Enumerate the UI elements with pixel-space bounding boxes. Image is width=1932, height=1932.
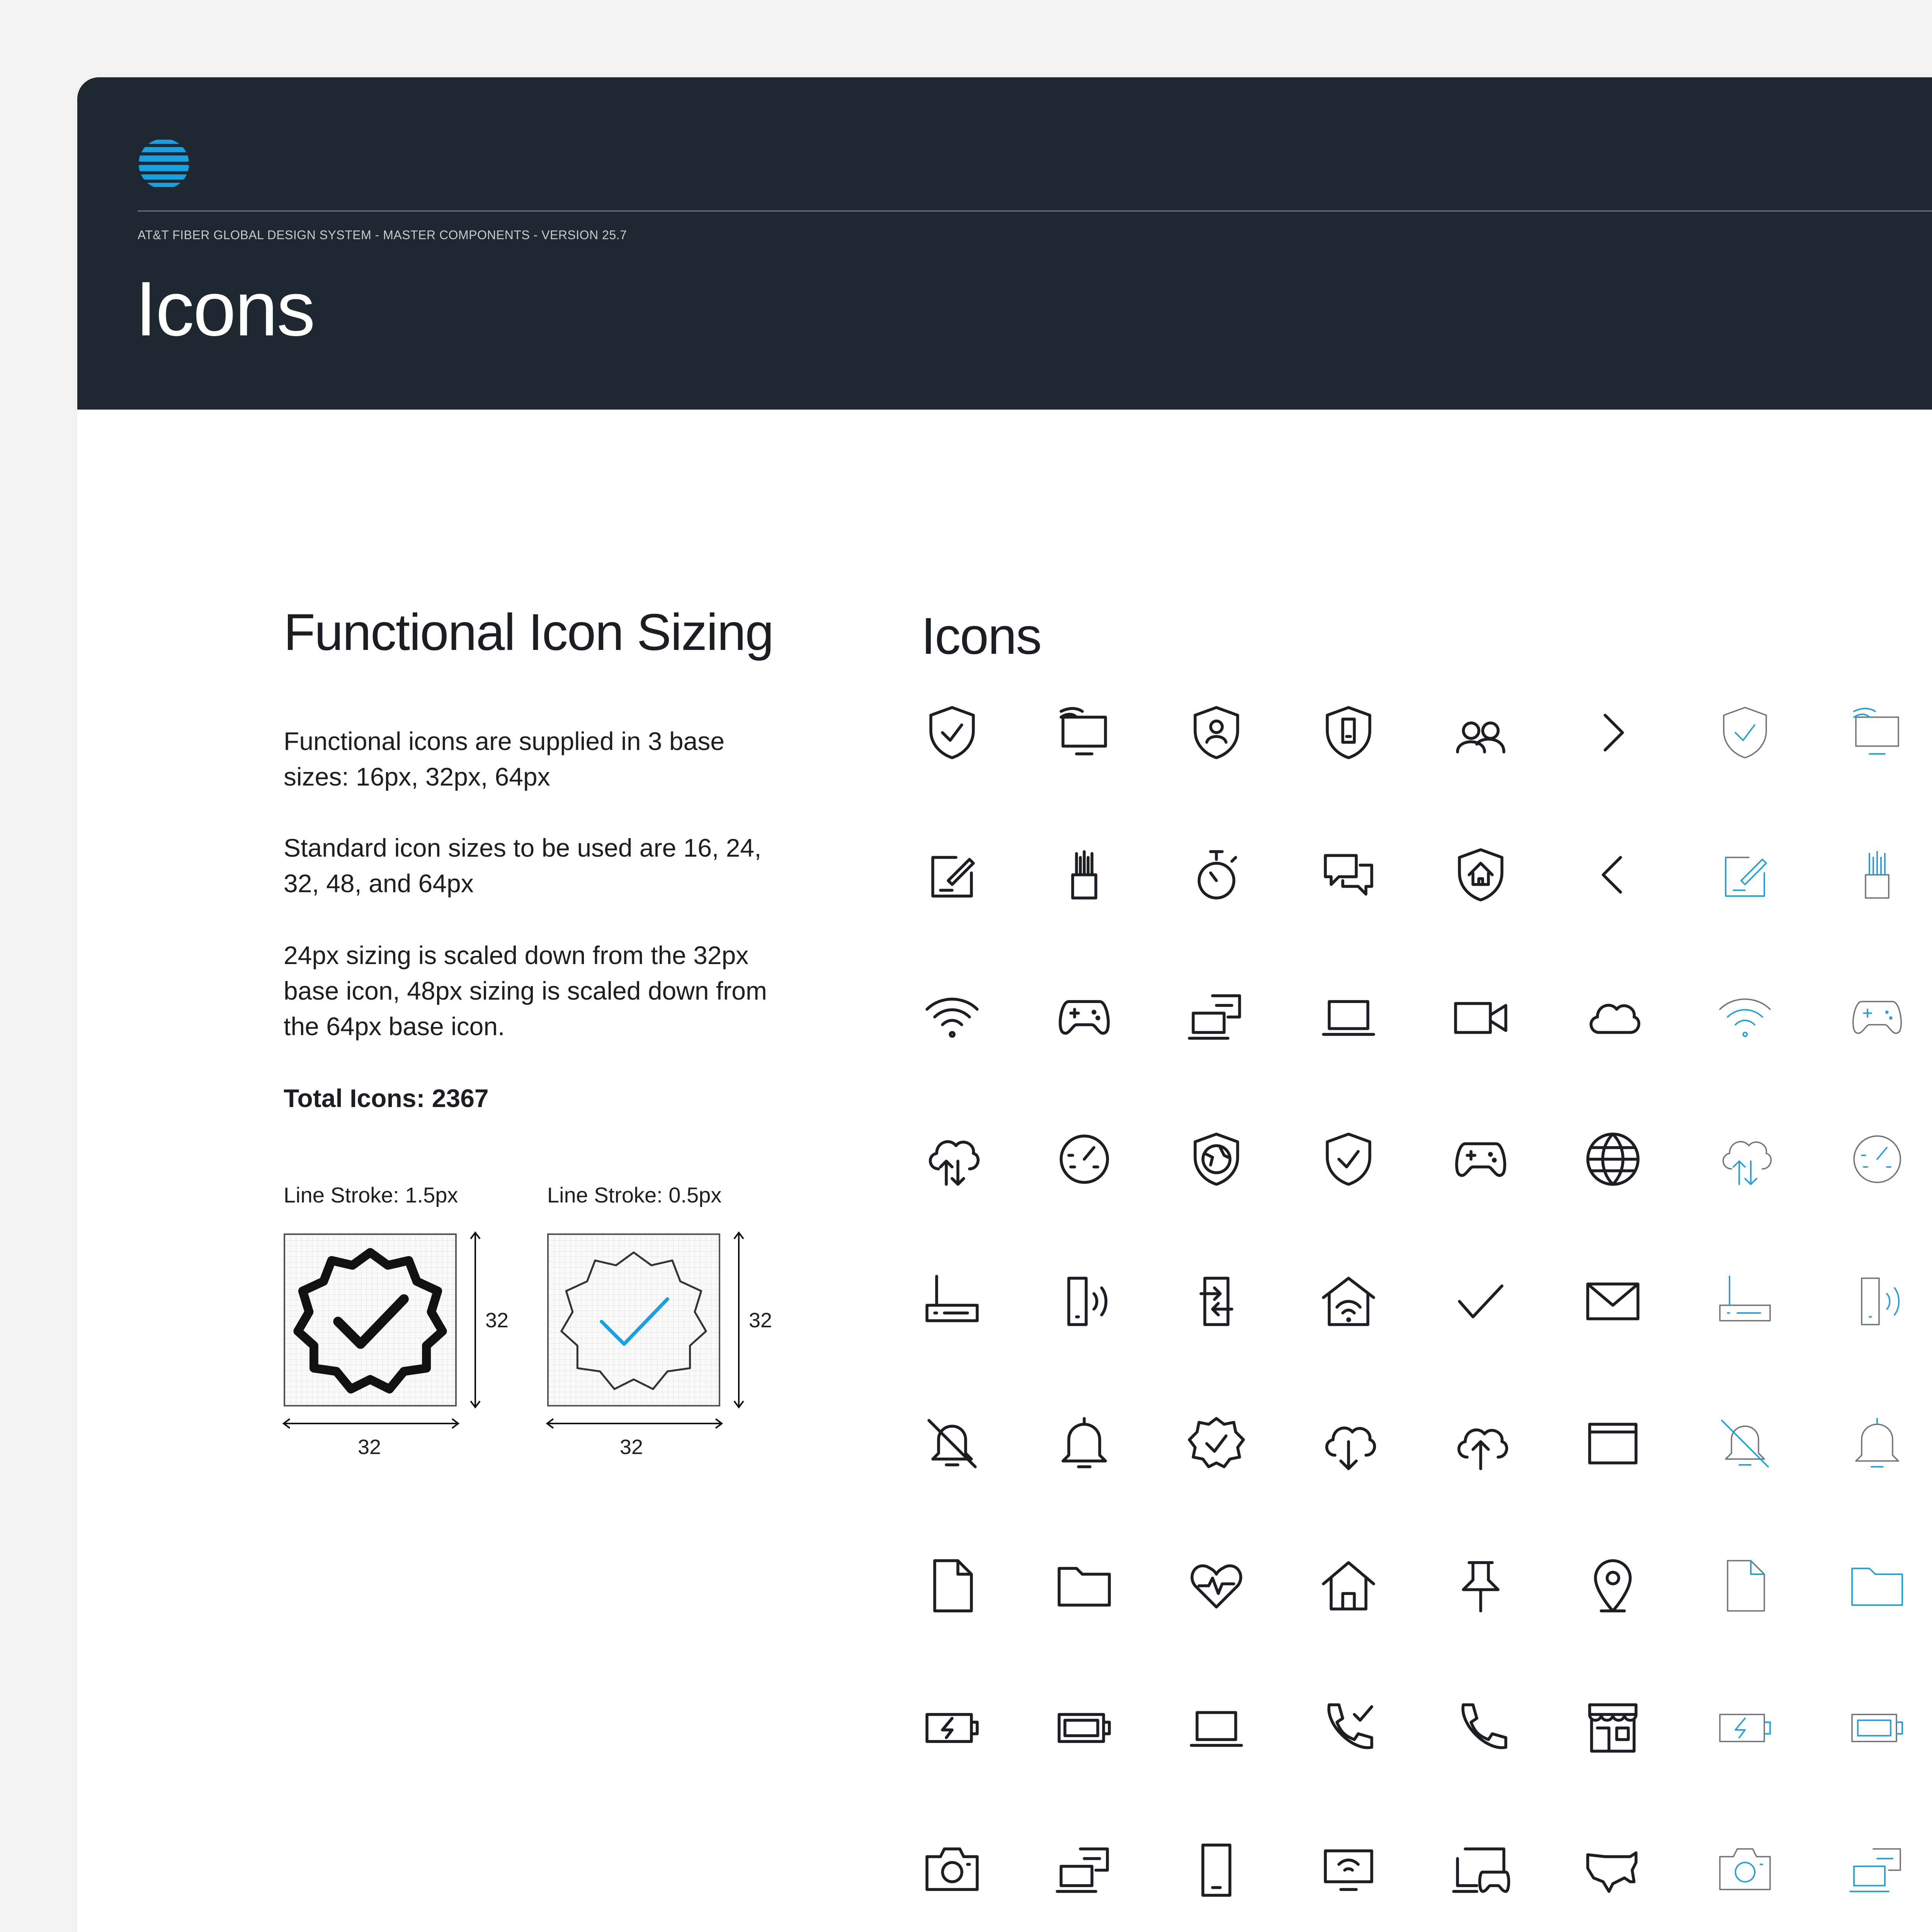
dim-arrow-horizontal [545, 1416, 724, 1431]
home-icon [1310, 1547, 1387, 1624]
stroke-label-thick: Line Stroke: 1.5px [284, 1183, 458, 1207]
chevron-left-icon [1574, 836, 1651, 913]
document-icon [1706, 1547, 1784, 1624]
dim-arrow-vertical [468, 1230, 483, 1410]
icons-heading: Icons [921, 607, 1041, 665]
stroke-label-thin: Line Stroke: 0.5px [547, 1183, 722, 1207]
laptop-icon [1310, 978, 1387, 1056]
laptop-icon [1178, 1689, 1255, 1767]
pin-icon [1442, 1547, 1519, 1624]
gamepad-icon [1046, 978, 1123, 1056]
sample-thick-badge [284, 1233, 457, 1406]
dim-label: 32 [358, 1435, 381, 1459]
main-card [77, 77, 1932, 1932]
total-icons: Total Icons: 2367 [284, 1084, 489, 1112]
home-wifi-icon [1310, 1263, 1387, 1340]
tv-signal-icon [1046, 694, 1123, 771]
devices-icon [1838, 1832, 1916, 1909]
bell-off-icon [913, 1405, 991, 1482]
phone-sound-icon [1838, 1263, 1916, 1340]
cloud-transfer-icon [913, 1121, 991, 1198]
bell-icon [1046, 1405, 1123, 1482]
battery-icon [1046, 1689, 1123, 1767]
bell-icon [1838, 1405, 1916, 1482]
sizing-paragraph-2: Standard icon sizes to be used are 16, 24, 32, 48, and 64px [284, 833, 762, 898]
att-globe-logo [138, 138, 190, 190]
dim-arrow-horizontal [281, 1416, 461, 1431]
note-edit-icon [913, 836, 991, 913]
phone-icon [1442, 1689, 1519, 1767]
window-icon [1574, 1405, 1651, 1482]
wifi-icon [913, 978, 991, 1056]
battery-charging-icon [1706, 1689, 1784, 1767]
shield-check-icon [1310, 1121, 1387, 1198]
devices-icon [1178, 978, 1255, 1056]
battery-icon [1838, 1689, 1916, 1767]
page-title: Icons [135, 266, 315, 352]
shield-check-icon [913, 694, 991, 771]
shield-check-icon [1706, 694, 1784, 771]
router-icon [1706, 1263, 1784, 1340]
bell-off-icon [1706, 1405, 1784, 1482]
folder-icon [1838, 1547, 1916, 1624]
phone-sound-icon [1046, 1263, 1123, 1340]
sizing-paragraph-3: 24px sizing is scaled down from the 32px base icon, 48px sizing is scaled down from the 64px base icon. [284, 941, 767, 1041]
store-icon [1574, 1689, 1651, 1767]
phone-check-icon [1310, 1689, 1387, 1767]
note-edit-icon [1706, 836, 1784, 913]
speedometer-icon [1046, 1121, 1123, 1198]
usa-map-icon [1574, 1832, 1651, 1909]
router-fiber-icon [1046, 836, 1123, 913]
tv-signal-icon [1838, 694, 1916, 771]
battery-charging-icon [913, 1689, 991, 1767]
heart-pulse-icon [1178, 1547, 1255, 1624]
video-camera-icon [1442, 978, 1519, 1056]
gamepad-icon [1442, 1121, 1519, 1198]
cloud-icon [1574, 978, 1651, 1056]
cloud-upload-icon [1442, 1405, 1519, 1482]
speedometer-icon [1838, 1121, 1916, 1198]
icon-grid [913, 694, 1932, 1932]
badge-check-icon [1178, 1405, 1255, 1482]
sample-thin-badge [547, 1233, 720, 1406]
checkmark-icon [1442, 1263, 1519, 1340]
gamepad-icon [1838, 978, 1916, 1056]
folder-icon [1046, 1547, 1123, 1624]
cloud-transfer-icon [1706, 1121, 1784, 1198]
shield-phone-icon [1310, 694, 1387, 771]
page-header [77, 77, 1932, 410]
globe-icon [1574, 1121, 1651, 1198]
camera-icon [913, 1832, 991, 1909]
router-fiber-icon [1838, 836, 1916, 913]
chevron-right-icon [1574, 694, 1651, 771]
tv-wifi-icon [1310, 1832, 1387, 1909]
header-subtitle: AT&T FIBER GLOBAL DESIGN SYSTEM - MASTER COMPONENTS - VERSION 25.7 [138, 228, 627, 242]
devices-gamepad-icon [1442, 1832, 1519, 1909]
sizing-paragraph-1: Functional icons are supplied in 3 base sizes: 16px, 32px, 64px [284, 727, 725, 791]
shield-globe-icon [1178, 1121, 1255, 1198]
badge-check-icon [553, 1240, 714, 1400]
smartphone-icon [1178, 1832, 1255, 1909]
shield-home-icon [1442, 836, 1519, 913]
shield-user-icon [1178, 694, 1255, 771]
router-icon [913, 1263, 991, 1340]
mail-icon [1574, 1263, 1651, 1340]
dim-arrow-vertical [731, 1230, 747, 1410]
users-icon [1442, 694, 1519, 771]
dim-label: 32 [620, 1435, 643, 1459]
devices-icon [1046, 1832, 1123, 1909]
header-divider [138, 210, 1932, 212]
dim-label: 32 [485, 1309, 509, 1332]
sizing-heading: Functional Icon Sizing [284, 604, 773, 661]
phone-transfer-icon [1178, 1263, 1255, 1340]
cloud-download-icon [1310, 1405, 1387, 1482]
dim-label: 32 [749, 1309, 772, 1332]
wifi-icon [1706, 978, 1784, 1056]
chat-bubbles-icon [1310, 836, 1387, 913]
badge-check-icon [290, 1240, 451, 1400]
document-icon [913, 1547, 991, 1624]
stopwatch-icon [1178, 836, 1255, 913]
location-pin-icon [1574, 1547, 1651, 1624]
camera-icon [1706, 1832, 1784, 1909]
